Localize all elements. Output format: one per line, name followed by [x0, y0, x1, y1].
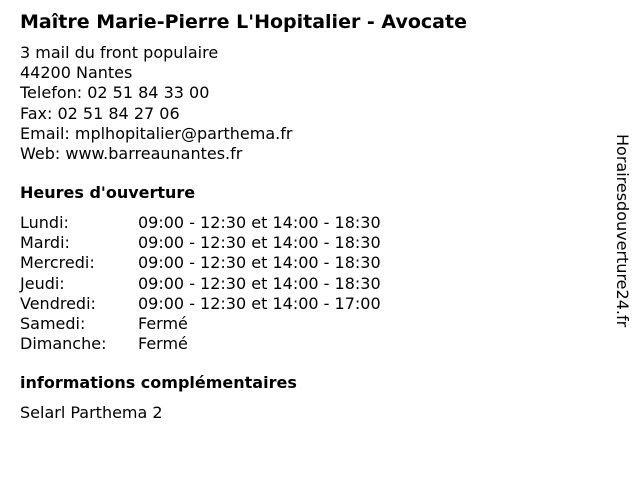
time-value: 09:00 - 12:30 et 14:00 - 18:30 [138, 233, 381, 253]
hours-row-thursday [20, 274, 381, 294]
watermark-text: Horairesdouverture24.fr [613, 134, 632, 328]
fax-line: Fax: 02 51 84 27 06 [20, 103, 180, 123]
hours-row-monday [20, 213, 381, 233]
time-value: Fermé [138, 314, 188, 334]
time-value: Fermé [138, 334, 188, 354]
day-label: Samedi: [20, 314, 86, 334]
email-line: Email: mplhopitalier@parthema.fr [20, 123, 293, 143]
day-label: Lundi: [20, 213, 69, 232]
additional-info-text: Selarl Parthema 2 [20, 403, 163, 422]
time-value: 09:00 - 12:30 et 14:00 - 18:30 [138, 213, 381, 232]
page-title: Maître Marie-Pierre L'Hopitalier - Avocate [20, 11, 467, 33]
hours-row-friday [20, 294, 381, 314]
phone-line: Telefon: 02 51 84 33 00 [20, 83, 210, 103]
hours-row-wednesday [20, 253, 381, 273]
time-value: 09:00 - 12:30 et 14:00 - 18:30 [138, 253, 381, 273]
day-label: Jeudi: [20, 273, 65, 293]
opening-hours-heading: Heures d'ouverture [20, 183, 196, 202]
day-label: Vendredi: [20, 293, 96, 313]
city-line: 44200 Nantes [20, 63, 133, 83]
day-label: Mercredi: [20, 253, 95, 273]
additional-info-heading: informations complémentaires [20, 373, 297, 392]
time-value: 09:00 - 12:30 et 14:00 - 18:30 [138, 273, 381, 293]
time-value: 09:00 - 12:30 et 14:00 - 17:00 [138, 293, 381, 313]
street-line: 3 mail du front populaire [20, 43, 219, 62]
opening-hours-table [20, 213, 381, 354]
web-line: Web: www.barreaunantes.fr [20, 144, 243, 164]
hours-row-saturday [20, 314, 381, 334]
hours-row-tuesday [20, 233, 381, 253]
day-label: Dimanche: [20, 334, 107, 354]
day-label: Mardi: [20, 233, 70, 253]
address-block [20, 43, 292, 164]
hours-row-sunday [20, 334, 381, 354]
